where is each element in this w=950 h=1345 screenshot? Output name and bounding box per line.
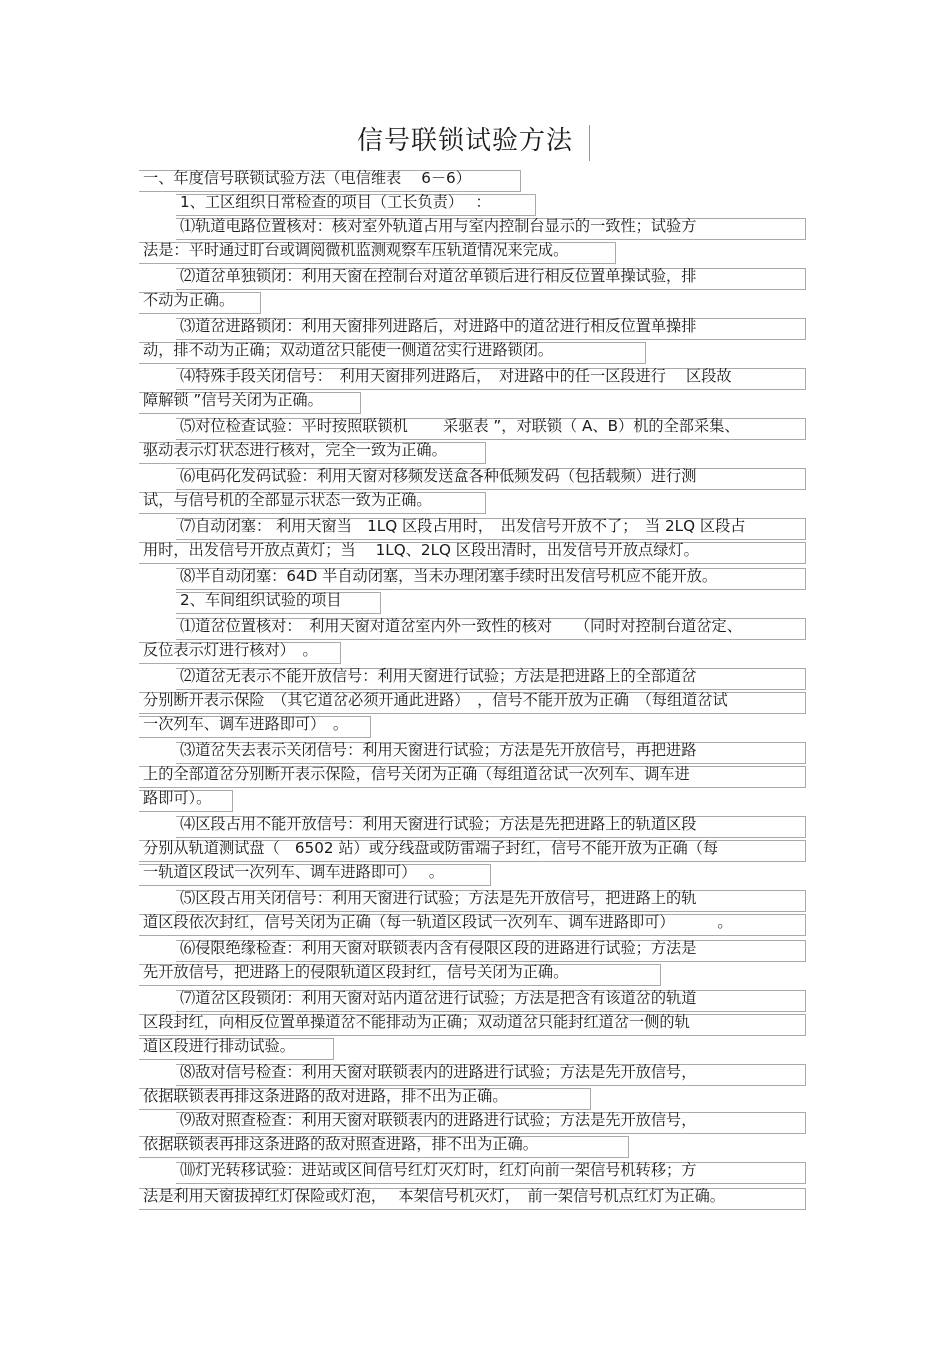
text-line: ⑵道岔单独锁闭：利用天窗在控制台对道岔单锁后进行相反位置单操试验，排 (180, 267, 697, 285)
text-line: 分别断开表示保险 （其它道岔必须开通此进路） ，信号不能开放为正确 （每组道岔试 (143, 691, 728, 709)
text-line: 先开放信号，把进路上的侵限轨道区段封红，信号关闭为正确。 (143, 963, 569, 981)
text-line: 依据联锁表再排这条进路的敌对进路，排不出为正确。 (143, 1087, 508, 1105)
text-line: ⑹侵限绝缘检查：利用天窗对联锁表内含有侵限区段的进路进行试验；方法是 (180, 939, 697, 957)
text-line: 法是：平时通过盯台或调阅微机监测观察车压轨道情况来完成。 (143, 241, 569, 259)
text-line: 试，与信号机的全部显示状态一致为正确。 (143, 491, 432, 509)
text-line: ⑹电码化发码试验：利用天窗对移频发送盒各种低频发码（包括载频）进行测 (180, 467, 697, 485)
text-line: ⑷区段占用不能开放信号：利用天窗进行试验；方法是先把进路上的轨道区段 (180, 815, 697, 833)
text-line: ⑼敌对照查检查：利用天窗对联锁表内的进路进行试验；方法是先开放信号， (180, 1111, 697, 1129)
text-line: 分别从轨道测试盘（ 6502 站）或分线盘或防雷端子封红，信号不能开放为正确（每 (143, 839, 719, 857)
text-line: 路即可）。 (143, 789, 212, 807)
text-line: 道区段依次封红，信号关闭为正确（每一轨道区段试一次列车、调车进路即可） 。 (143, 913, 733, 931)
text-line: 上的全部道岔分别断开表示保险，信号关闭为正确（每组道岔试一次列车、调车进 (143, 765, 690, 783)
text-line: 一次列车、调车进路即可） 。 (143, 715, 349, 733)
text-line: ⑺道岔区段锁闭：利用天窗对站内道岔进行试验；方法是把含有该道岔的轨道 (180, 989, 697, 1007)
text-line: ⑶道岔失去表示关闭信号：利用天窗进行试验；方法是先开放信号，再把进路 (180, 741, 697, 759)
title-divider (589, 125, 590, 161)
text-line: ⑶道岔进路锁闭：利用天窗排列进路后，对进路中的道岔进行相反位置单操排 (180, 317, 697, 335)
text-line: ⑺自动闭塞： 利用天窗当 1LQ 区段占用时， 出发信号开放不了； 当 2LQ 区段占 (180, 517, 746, 535)
text-line: 一轨道区段试一次列车、调车进路即可） 。 (143, 863, 444, 881)
text-line: ⑴道岔位置核对： 利用天窗对道岔室内外一致性的核对 （同时对控制台道岔定、 (180, 617, 742, 635)
text-line: ⑻敌对信号检查：利用天窗对联锁表内的进路进行试验；方法是先开放信号， (180, 1063, 697, 1081)
text-line: 一、年度信号联锁试验方法（电信维表 6－6） (143, 169, 471, 187)
text-line: 依据联锁表再排这条进路的敌对照查进路，排不出为正确。 (143, 1135, 538, 1153)
text-line: 障解锁 ”信号关闭为正确。 (143, 391, 323, 409)
text-line: 驱动表示灯状态进行核对，完全一致为正确。 (143, 441, 447, 459)
text-line: 法是利用天窗拔掉红灯保险或灯泡， 本架信号机灭灯， 前一架信号机点红灯为正确。 (143, 1187, 725, 1205)
text-line: 2、车间组织试验的项目 (180, 591, 342, 609)
text-line: 1、工区组织日常检查的项目（工长负责） ： (180, 193, 491, 211)
text-line: 反位表示灯进行核对） 。 (143, 641, 318, 659)
text-line: ⑸对位检查试验：平时按照联锁机 采驱表 ”，对联锁（ A、B）机的全部采集、 (180, 417, 740, 435)
text-line: 用时，出发信号开放点黄灯；当 1LQ、2LQ 区段出清时，出发信号开放点绿灯。 (143, 541, 699, 559)
text-line: ⑻半自动闭塞：64D 半自动闭塞，当未办理闭塞手续时出发信号机应不能开放。 (180, 567, 718, 585)
text-line: ⑵道岔无表示不能开放信号：利用天窗进行试验；方法是把进路上的全部道岔 (180, 667, 697, 685)
text-line: 不动为正确。 (143, 291, 235, 309)
text-line: ⑴轨道电路位置核对：核对室外轨道占用与室内控制台显示的一致性；试验方 (180, 217, 697, 235)
text-line: 道区段进行排动试验。 (143, 1037, 295, 1055)
text-line: ⑽灯光转移试验：进站或区间信号红灯灭灯时，红灯向前一架信号机转移；方 (180, 1161, 697, 1179)
text-line: ⑸区段占用关闭信号：利用天窗进行试验；方法是先开放信号，把进路上的轨 (180, 889, 697, 907)
document-title: 信号联锁试验方法 (357, 126, 574, 156)
text-line: 动，排不动为正确；双动道岔只能使一侧道岔实行进路锁闭。 (143, 341, 554, 359)
text-line: ⑷特殊手段关闭信号： 利用天窗排列进路后， 对进路中的任一区段进行 区段故 (180, 367, 732, 385)
text-line: 区段封红，向相反位置单操道岔不能排动为正确；双动道岔只能封红道岔一侧的轨 (143, 1013, 690, 1031)
